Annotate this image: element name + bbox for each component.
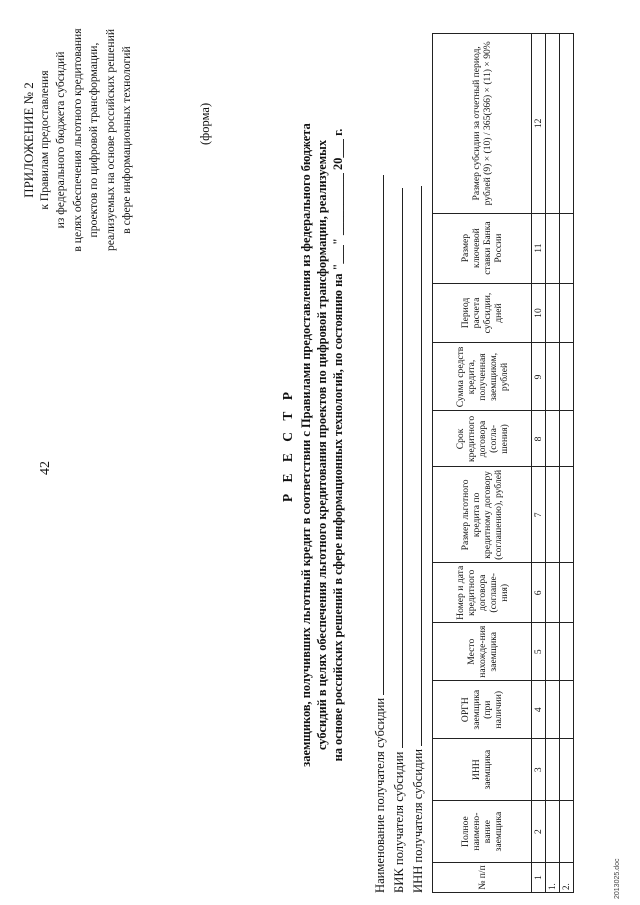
column-number-cell: 6 [532, 563, 546, 623]
row-number-cell: 2. [560, 863, 574, 893]
header-cell: № п/п [433, 863, 532, 893]
appendix-line: проектов по цифровой трансформации, [87, 42, 101, 238]
table-cell [546, 34, 560, 214]
table-cell [560, 467, 574, 563]
subtitle-line: заемщиков, получивших льготный кредит в соответствии с Правилами предоставления из федерального бюджета [299, 123, 313, 767]
header-cell: Полное наимено-вание заемщика [433, 801, 532, 863]
field-label: БИК получателя субсидии [392, 751, 406, 893]
appendix-line: из федерального бюджета субсидий [54, 51, 68, 229]
table-cell [560, 623, 574, 681]
table-row [560, 34, 574, 893]
document-subtitle [298, 25, 346, 865]
registry-table [432, 33, 574, 893]
header-cell: Срок кредитного договора (согла-шения) [433, 411, 532, 467]
appendix-line: ПРИЛОЖЕНИЕ № 2 [21, 82, 36, 198]
appendix-block [20, 15, 135, 265]
column-number-cell: 10 [532, 283, 546, 343]
header-cell: ИНН заемщика [433, 739, 532, 801]
column-number-cell: 7 [532, 467, 546, 563]
table-cell [546, 739, 560, 801]
appendix-line: к Правилам предоставления [38, 70, 51, 210]
column-number-cell: 1 [532, 863, 546, 893]
table-cell [546, 283, 560, 343]
field-recipient-name [373, 175, 388, 893]
header-cell: Сумма средств кредита, полученная заемщиком, рублей [433, 343, 532, 411]
header-cell: ОРГН заемщика (при наличии) [433, 681, 532, 739]
table-cell [560, 411, 574, 467]
field-recipient-inn [411, 186, 426, 893]
table-cell [546, 411, 560, 467]
file-name-footer: 2013025.doc [614, 858, 621, 899]
document-title: Р Е Е С Т Р [280, 387, 295, 503]
header-cell: Размер субсидии за отчетный период, рублей (9) × (10) / 365(366) × (11) × 90% [433, 34, 532, 214]
table-cell [546, 681, 560, 739]
table-cell [546, 801, 560, 863]
appendix-line: реализуемых на основе российских решений [103, 28, 117, 252]
form-label: (форма) [198, 102, 212, 145]
table-cell [546, 563, 560, 623]
table-cell [560, 343, 574, 411]
fill-line [401, 188, 403, 748]
fill-line [382, 175, 384, 695]
appendix-line: в сфере информационных технологий [120, 46, 134, 234]
table-header-row [433, 34, 532, 893]
table-cell [560, 739, 574, 801]
table-cell [560, 34, 574, 214]
table-cell [560, 563, 574, 623]
header-cell: Размер льготного кредита по кредитному договору (соглашению), рублей [433, 467, 532, 563]
subtitle-line: субсидий в целях обеспечения льготного кредитования проектов по цифровой трансформации, реализуемых [315, 139, 329, 751]
table-cell [546, 343, 560, 411]
table-row [546, 34, 560, 893]
field-recipient-bik [392, 188, 407, 893]
table-cell [560, 801, 574, 863]
column-number-cell: 8 [532, 411, 546, 467]
field-label: Наименование получателя субсидии [373, 697, 387, 893]
header-cell: Период расчета субсидии, дней [433, 283, 532, 343]
header-cell: Размер ключевой ставки Банка России [433, 213, 532, 283]
fill-line [420, 186, 422, 746]
header-cell: Номер и дата кредитного договора (соглаше-ния) [433, 563, 532, 623]
page-number: 42 [38, 461, 53, 475]
table-cell [546, 213, 560, 283]
table-cell [560, 283, 574, 343]
subtitle-line: на основе российских решений в сфере информационных технологий, по состоянию на "___" __________ 20___ г. [331, 128, 345, 762]
column-number-cell: 9 [532, 343, 546, 411]
column-number-cell: 2 [532, 801, 546, 863]
column-number-cell: 12 [532, 34, 546, 214]
column-number-cell: 5 [532, 623, 546, 681]
table-cell [560, 681, 574, 739]
table-cell [560, 213, 574, 283]
row-number-cell: 1. [546, 863, 560, 893]
table-cell [546, 467, 560, 563]
column-number-cell: 3 [532, 739, 546, 801]
header-cell: Место нахожде-ния заемщика [433, 623, 532, 681]
table-column-number-row [532, 34, 546, 893]
field-label: ИНН получателя субсидии [411, 749, 425, 893]
column-number-cell: 11 [532, 213, 546, 283]
appendix-line: в целях обеспечения льготного кредитования [70, 28, 84, 252]
column-number-cell: 4 [532, 681, 546, 739]
table-cell [546, 623, 560, 681]
